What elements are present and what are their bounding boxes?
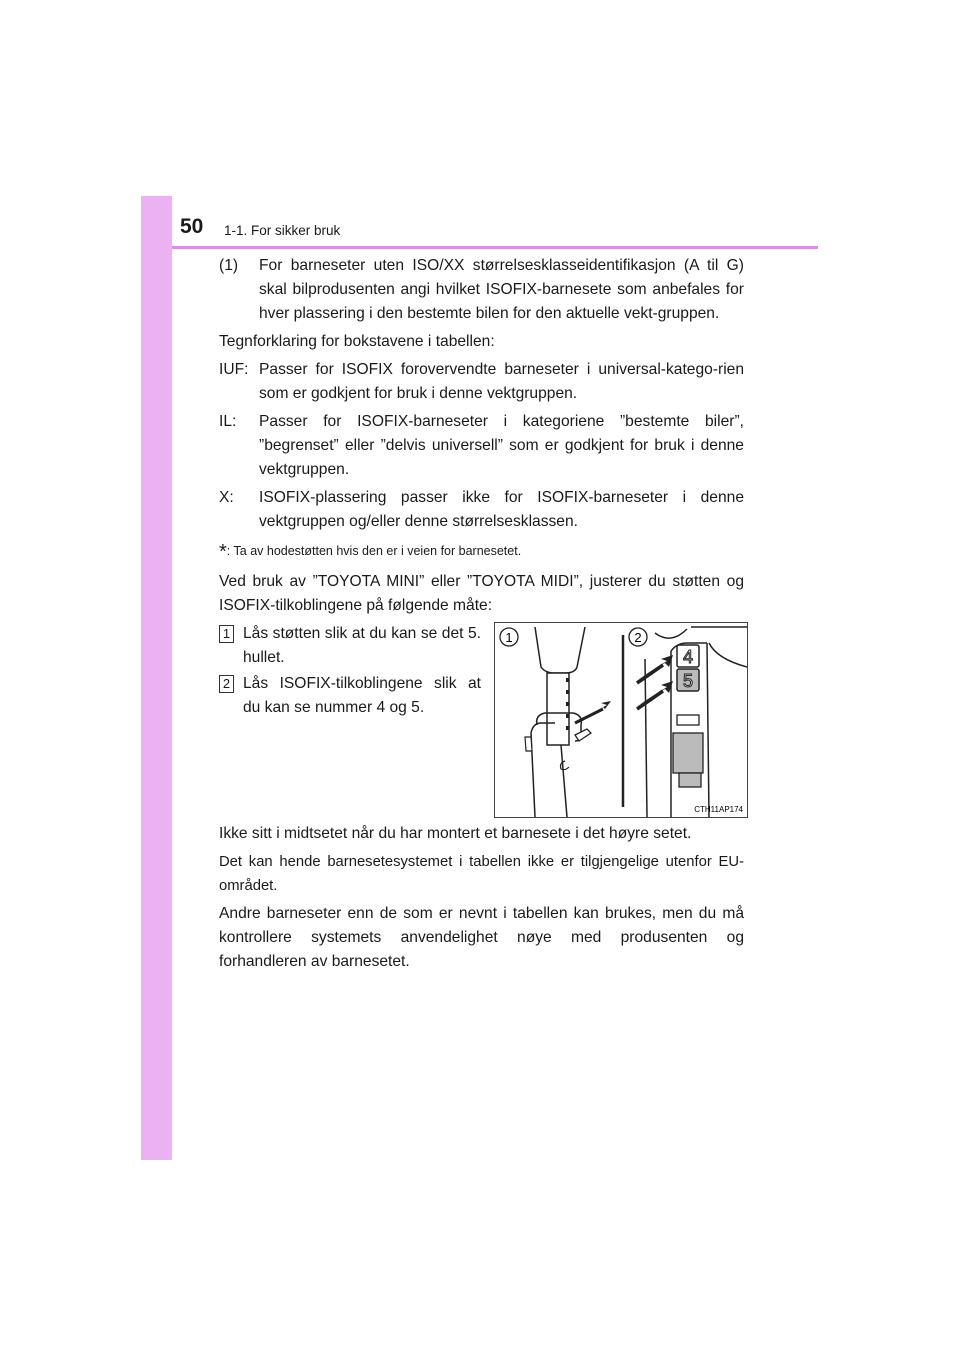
steps-with-figure: [219, 622, 744, 818]
digit-4-label: 4: [682, 647, 694, 667]
callout-1: 1: [505, 630, 513, 645]
section-title: 1-1. For sikker bruk: [224, 223, 341, 238]
legend-entry-iuf: [219, 358, 744, 406]
step-badge: 2: [219, 672, 243, 720]
numbered-item: [219, 254, 744, 326]
illustration-svg: [495, 623, 747, 817]
step-1: [219, 622, 481, 670]
legend-text: ISOFIX-plassering passer ikke for ISOFIX-barneseter i denne vektgruppen og/eller denne størrelsesklassen.: [259, 489, 744, 530]
footnote-text: : Ta av hodestøtten hvis den er i veien for barnesetet.: [226, 544, 522, 558]
legend-entry-x: [219, 486, 744, 534]
item-label: (1): [219, 257, 239, 274]
paragraph: Det kan hende barnesetesystemet i tabellen ikke er tilgjengelige utenfor EU-området.: [219, 854, 744, 894]
footnote-mark: *: [219, 541, 227, 563]
item-text: For barneseter uten ISO/XX størrelsesklasseidentifikasjon (A til G) skal bilprodusenten angi hvilket ISOFIX-barnesete som anbefales for hver plassering i den bestemte bilen for den aktuelle vekt-gruppen.: [259, 257, 744, 322]
paragraph: Ikke sitt i midtsetet når du har montert et barnesete i det høyre setet.: [219, 825, 692, 842]
section-sidebar-tab: [141, 196, 172, 1160]
legend-entry-il: [219, 410, 744, 482]
legend-text: Passer for ISOFIX-barneseter i kategoriene ”bestemte biler”, ”begrenset” eller ”delvis universell” som er godkjent for bruk i denne vektgruppen.: [259, 413, 744, 478]
page-number: 50: [180, 215, 204, 238]
intro-paragraph: Ved bruk av ”TOYOTA MINI” eller ”TOYOTA MIDI”, justerer du støtten og ISOFIX-tilkoblingene på følgende måte:: [219, 573, 744, 614]
page-header: [172, 212, 818, 249]
legend-text: Passer for ISOFIX forovervendte barneseter i universal-katego-rien som er godkjent for bruk i denne vektgruppen.: [259, 361, 744, 402]
step-2: [219, 672, 481, 720]
legend-key: IL:: [219, 413, 237, 430]
legend-key: X:: [219, 489, 234, 506]
step-text: Lås ISOFIX-tilkoblingene slik at du kan se nummer 4 og 5.: [243, 675, 481, 716]
callout-2: 2: [634, 630, 642, 645]
legend-key: IUF:: [219, 361, 249, 378]
closing-paragraphs: [219, 822, 744, 974]
footnote: [219, 539, 744, 564]
figure-code: CTH11AP174: [694, 805, 743, 814]
step-badge: 1: [219, 622, 243, 670]
page-content: [219, 254, 744, 978]
legend-title: Tegnforklaring for bokstavene i tabellen:: [219, 333, 495, 350]
isofix-illustration: [494, 622, 748, 818]
step-text: Lås støtten slik at du kan se det 5. hullet.: [243, 625, 481, 666]
paragraph: Andre barneseter enn de som er nevnt i tabellen kan brukes, men du må kontrollere systemets anvendelighet nøye med produsenten og forhandleren av barnesetet.: [219, 905, 744, 970]
digit-5-label: 5: [682, 671, 694, 691]
